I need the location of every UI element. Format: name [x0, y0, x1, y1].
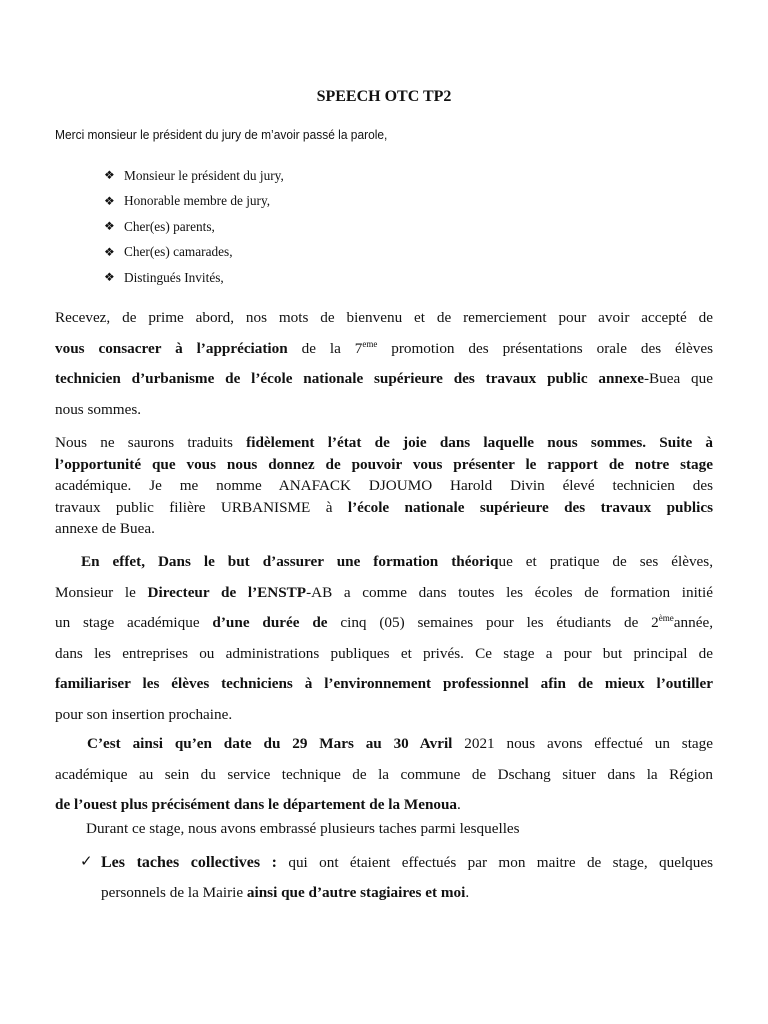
diamond-bullet-icon: ❖	[104, 219, 115, 234]
diamond-bullet-icon: ❖	[104, 244, 115, 259]
paragraph-internship-purpose: En effet, Dans le but d’assurer une formation théorique et pratique de ses élèves, Monsieur le Directeur de l’ENSTP-AB a comme dans toutes les écoles de formation initié un stage académique d’une durée de cinq (05) semaines pour les étudiants de 2èmeannée, dans les entreprises ou administrations publiques et privés. Ce stage a pour but principal de familiariser les élèves techniciens à l’environnement professionnel afin de mieux l’outiller pour son insertion prochaine.	[55, 553, 713, 723]
diamond-bullet-icon: ❖	[104, 270, 115, 285]
list-item: ❖ Cher(es) parents,	[104, 218, 215, 234]
checkmark-icon: ✓	[80, 854, 93, 870]
document-title: SPEECH OTC TP2	[316, 88, 452, 105]
salutation-list	[104, 163, 284, 291]
paragraph-welcome: Recevez, de prime abord, nos mots de bienvenu et de remerciement pour avoir accepté de vous consacrer à l’appréciation de la 7eme promotion des présentations orale des élèves technicien d’urbanisme de l’école nationale supérieure des travaux public annexe-Buea que nous sommes.	[55, 309, 713, 418]
paragraph-tasks-intro: Durant ce stage, nous avons embrassé plusieurs taches parmi lesquelles	[86, 820, 520, 837]
list-item: ❖ Monsieur le président du jury,	[104, 167, 284, 183]
diamond-bullet-icon: ❖	[104, 168, 115, 183]
list-item: ❖ Cher(es) camarades,	[104, 244, 233, 260]
intro-line: Merci monsieur le président du jury de m’avoir passé la parole,	[55, 127, 388, 142]
list-item: ❖ Distingués Invités,	[104, 269, 224, 285]
paragraph-introduction: Nous ne saurons traduits fidèlement l’état de joie dans laquelle nous sommes. Suite à l’opportunité que vous nous donnez de pouvoir vous présenter le rapport de notre stage académique. Je me nomme ANAFACK DJOUMO Harold Divin élevé technicien des travaux public filière URBANISME à l’école nationale supérieure des travaux publics annexe de Buea.	[55, 434, 714, 537]
checklist-item-collective-tasks: Les taches collectives : qui ont étaient effectués par mon maitre de stage, quelques personnels de la Mairie ainsi que d’autre stagiaires et moi.	[101, 854, 714, 901]
diamond-bullet-icon: ❖	[104, 193, 115, 208]
paragraph-internship-dates: C’est ainsi qu’en date du 29 Mars au 30 Avril 2021 nous avons effectué un stage académique au sein du service technique de la commune de Dschang situer dans la Région de l’ouest plus précisément dans le département de la Menoua.	[55, 735, 714, 813]
list-item: ❖ Honorable membre de jury,	[104, 193, 271, 209]
